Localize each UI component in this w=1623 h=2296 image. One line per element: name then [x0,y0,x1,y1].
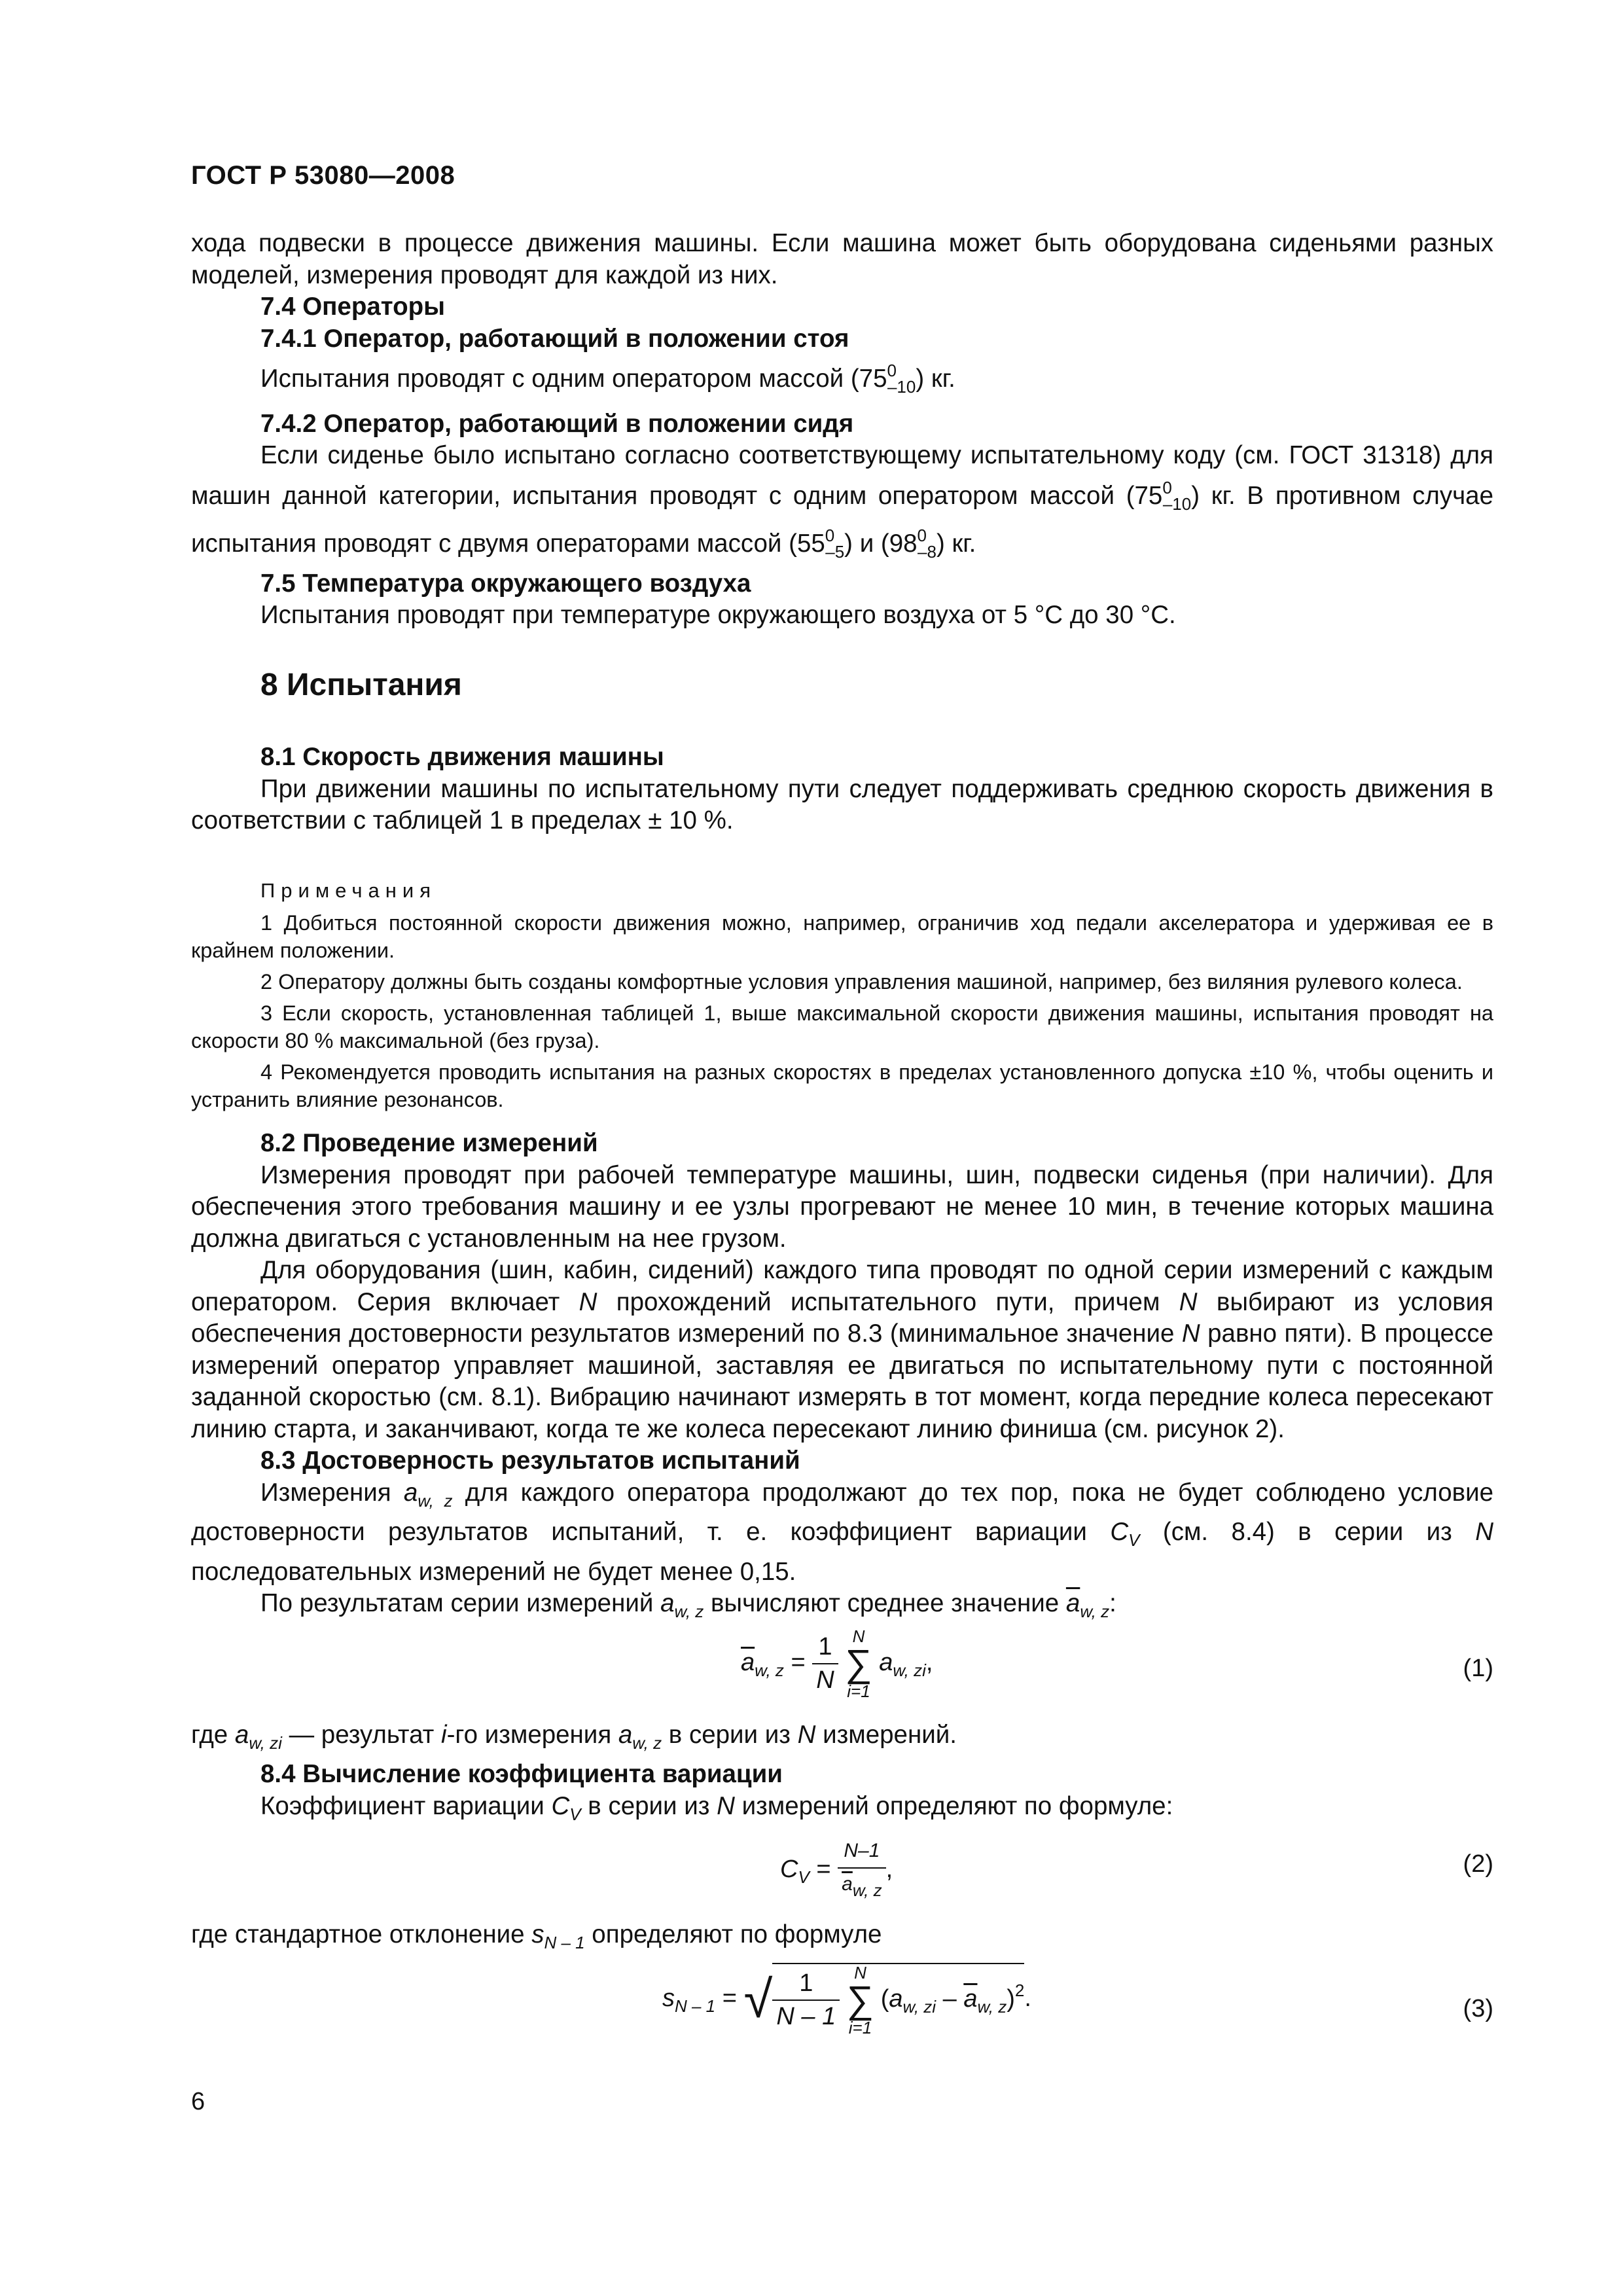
paragraph-8-4: Коэффициент вариации $C_V$ в серии из N измерений определяют по формуле: [260,1791,1173,1824]
paragraph-7-4-1: Испытания проводят с одним оператором массой $(75^0_{-10})$ кг. [260,361,955,397]
paragraph-8-2-1: Измерения проводят при рабочей температуре машины, шин, подвески сиденья (при наличии). Для обеспечения этого требования машину и ее узлы прогревают не менее 10 мин, в течение которых машина должна двигаться с установленным на нее грузом. [191,1160,1493,1253]
paragraph-7-4-2: Если сиденье было испытано согласно соответствующему испытательному коду (см. ГОСТ 31318) для машин данной категории, испытания проводят с одним оператором массой $(75^0_{-10})$ кг. В противном случае испытания проводят с двумя операторами массой $(55^0_{-5})$ и $(98^0_{-8})$ кг. [191,441,1494,562]
heading-7-5: 7.5 Температура окружающего воздуха [260,569,751,598]
where-clause-2: где стандартное отклонение $s_{N - 1}$ определяют по формуле [191,1920,882,1952]
note-1: 1 Добиться постоянной скорости движения можно, например, ограничив ход педали акселератора и удерживая ее в крайнем положении. [191,911,1493,962]
paragraph-7-5: Испытания проводят при температуре окружающего воздуха от 5 °С до 30 °С. [260,601,1176,629]
note-4: 4 Рекомендуется проводить испытания на разных скоростях в пределах установленного допуска ±10 %, чтобы оценить и устранить влияние резонансов. [191,1060,1493,1111]
paragraph-8-3: Измерения $a_{w, z}$ для каждого оператора продолжают до тех пор, пока не будет соблюдено условие достоверности результатов испытаний, т. е. коэффициент вариации $C_V$ (см. 8.4) в серии из N последовательных измерений не будет менее 0,15. [191,1478,1493,1586]
page-number: 6 [191,2088,205,2115]
heading-8-4: 8.4 Вычисление коэффициента вариации [260,1760,783,1788]
paragraph-continuation: хода подвески в процессе движения машины. Если машина может быть оборудована сиденьями разных моделей, измерения проводят для каждой из них. [191,229,1493,289]
document-body [191,228,1493,2057]
heading-7-4: 7.4 Операторы [260,293,446,321]
heading-8-1: 8.1 Скорость движения машины [260,743,664,771]
formula-2: $C_V$ = $\frac{N-1}{\overline{a}w, z}$ , (2) [191,1830,1493,1902]
formula-3: $s_{N - 1}$ = √ $\frac{1}{N - 1}$ N ∑ i=1 $(a_{w, zi} - \overline{a}_{w, z})^2$. (3) [662,1962,1493,2037]
document-header: ГОСТ Р 53080—2008 [191,161,455,190]
where-clause-1: где $a_{w, zi}$ — результат i-го измерения $a_{w, z}$ в серии из N измерений. [191,1720,957,1753]
heading-7-4-2: 7.4.2 Оператор, работающий в положении сидя [260,409,854,438]
section-heading-8: 8 Испытания [260,667,462,702]
equation-number-2: (2) [1463,1850,1493,1878]
heading-8-2: 8.2 Проведение измерений [260,1129,598,1157]
equation-number-3: (3) [1463,1994,1493,2022]
heading-8-3: 8.3 Достоверность результатов испытаний [260,1446,800,1475]
paragraph-8-3-2: По результатам серии измерений $a_{w, z}$ вычисляют среднее значение $\overline{a}_{w, z}$: [260,1589,1116,1621]
paragraph-8-1: При движении машины по испытательному пути следует поддерживать среднюю скорость движения в соответствии с таблицей 1 в пределах ± 10 %. [191,774,1493,834]
notes-heading: Примечания [260,878,437,902]
paragraph-8-2-2: Для оборудования (шин, кабин, сидений) каждого типа проводят по одной серии измерений с каждым оператором. Серия включает N прохождений испытательного пути, причем N выбирают из условия обеспечения достоверности результатов измерений по 8.3 (минимальное значение N равно пяти). В процессе измерений оператор управляет машиной, заставляя ее двигаться по испытательному пути с постоянной заданной скоростью (см. 8.1). Вибрацию начинают измерять в тот момент, когда передние колеса пересекают линию старта, и заканчивают, когда те же колеса пересекают линию финиша (см. рисунок 2). [191,1256,1493,1443]
formula-1: $\overline{a}_{w, z}$ = $\frac{1}{N}$ N ∑ i=1 $a_{w, zi}$, (1) [741,1626,1493,1701]
heading-7-4-1: 7.4.1 Оператор, работающий в положении стоя [260,324,849,353]
equation-number-1: (1) [1463,1654,1493,1682]
note-2: 2 Оператору должны быть созданы комфортные условия управления машиной, например, без виляния рулевого колеса. [260,970,1463,994]
note-3: 3 Если скорость, установленная таблицей 1, выше максимальной скорости движения машины, испытания проводят на скорости 80 % максимальной (без груза). [191,1001,1493,1052]
